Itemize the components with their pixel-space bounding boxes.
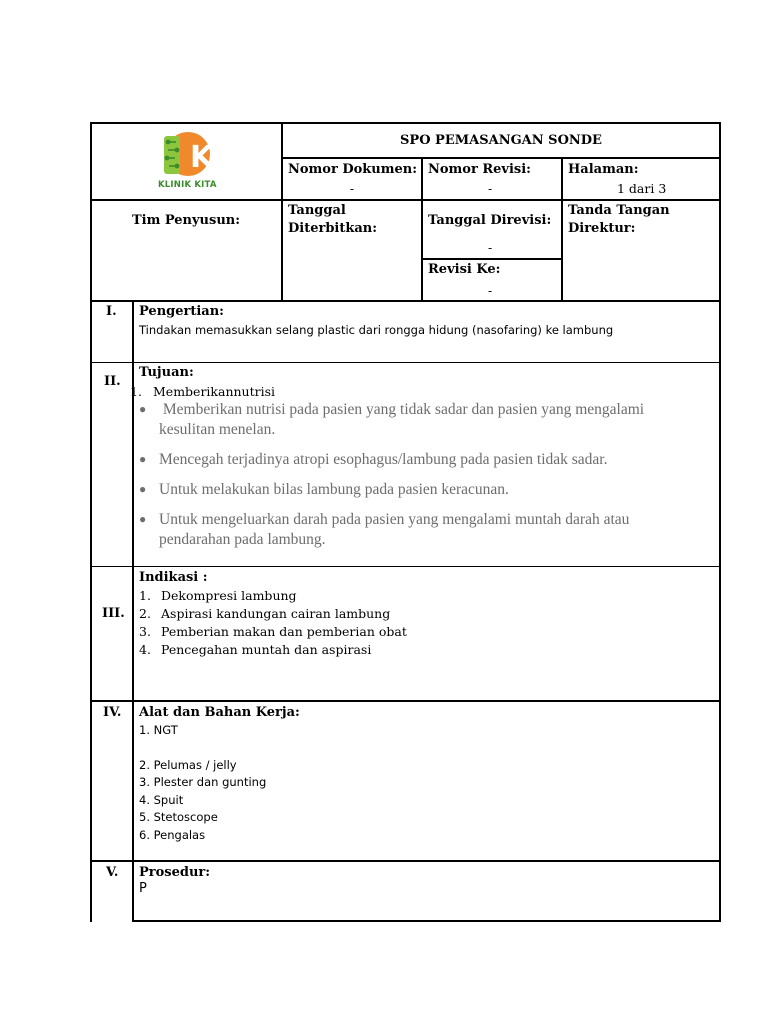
alat-item: 4. Spuit [139, 793, 184, 807]
indikasi-item: Dekompresi lambung [161, 588, 297, 603]
indikasi-number: 1. [139, 588, 151, 603]
section-5-title: Prosedur: [139, 865, 211, 880]
header-col-divider-1 [281, 122, 283, 301]
indikasi-item: Pemberian makan dan pemberian obat [161, 624, 407, 639]
halaman-value: 1 dari 3 [617, 181, 667, 196]
section-2-title: Tujuan: [139, 365, 194, 380]
indikasi-item: Aspirasi kandungan cairan lambung [161, 606, 391, 621]
revisi-divider [421, 258, 562, 260]
tujuan-bullet-4-line-2: pendarahan pada lambung. [159, 531, 326, 548]
nomor-dokumen-value: - [349, 181, 355, 196]
table-border-left [90, 122, 92, 922]
section-divider-3 [90, 700, 721, 702]
tujuan-bullet-1-line-2: kesulitan menelan. [159, 421, 276, 438]
alat-item: 5. Stetoscope [139, 810, 218, 824]
svg-text:K: K [190, 140, 214, 175]
document-title: SPO PEMASANGAN SONDE [400, 133, 602, 148]
section-divider-2 [90, 566, 721, 567]
section-2-number: II. [104, 374, 121, 389]
section-2-sub-number: 1. [130, 384, 142, 399]
tanda-tangan-label-2: Direktur: [568, 221, 636, 236]
section-1-text: Tindakan memasukkan selang plastic dari rongga hidung (nasofaring) ke lambung [139, 323, 614, 337]
halaman-label: Halaman: [568, 162, 639, 177]
section-1-number: I. [106, 304, 117, 319]
section-5-text: P [139, 881, 147, 896]
tujuan-bullet-4-line-1: Untuk mengeluarkan darah pada pasien yang mengalami muntah darah atau [159, 511, 630, 528]
bullet-dot: ● [139, 402, 147, 416]
alat-item: 6. Pengalas [139, 828, 206, 842]
table-border-bottom [132, 920, 721, 922]
header-col-divider-2 [421, 157, 423, 301]
tanda-tangan-label-1: Tanda Tangan [568, 203, 670, 218]
header-col-divider-3 [561, 157, 563, 301]
indikasi-number: 3. [139, 624, 151, 639]
title-bottom-line [281, 157, 720, 159]
tanggal-diterbitkan-label-1: Tanggal [288, 203, 346, 218]
bullet-dot: ● [139, 452, 147, 466]
table-border-top [90, 122, 721, 124]
nomor-dokumen-label: Nomor Dokumen: [288, 162, 418, 177]
alat-item: 3. Plester dan gunting [139, 775, 267, 789]
bullet-dot: ● [139, 482, 147, 496]
section-1-title: Pengertian: [139, 304, 224, 319]
section-3-title: Indikasi : [139, 570, 208, 585]
tanggal-direvisi-label: Tanggal Direvisi: [428, 213, 552, 228]
nomor-revisi-value: - [488, 181, 493, 196]
section-2-sub-title: Memberikannutrisi [153, 384, 276, 399]
tujuan-bullet-3: Untuk melakukan bilas lambung pada pasien keracunan. [159, 481, 509, 498]
alat-item: 2. Pelumas / jelly [139, 758, 237, 772]
section-divider-1 [90, 362, 721, 363]
indikasi-number: 4. [139, 642, 151, 657]
header-bottom-line [90, 300, 721, 302]
bullet-dot: ● [139, 512, 147, 526]
indikasi-number: 2. [139, 606, 151, 621]
section-4-title: Alat dan Bahan Kerja: [139, 705, 300, 720]
indikasi-item: Pencegahan muntah dan aspirasi [161, 642, 372, 657]
section-divider-4 [90, 860, 721, 862]
header-row-divider [90, 199, 721, 201]
section-5-number: V. [106, 865, 119, 880]
section-4-number: IV. [103, 705, 122, 720]
revisi-ke-label: Revisi Ke: [428, 262, 501, 277]
tujuan-bullet-2: Mencegah terjadinya atropi esophagus/lambung pada pasien tidak sadar. [159, 451, 608, 468]
revisi-ke-value: - [488, 283, 493, 298]
section-3-number: III. [102, 606, 125, 621]
tanggal-direvisi-value: - [488, 240, 493, 255]
table-border-right [719, 122, 721, 922]
alat-item: 1. NGT [139, 723, 178, 737]
tim-penyusun-label: Tim Penyusun: [131, 213, 241, 228]
logo-text: KLINIK KITA [158, 180, 217, 190]
tujuan-bullet-1-line-1: Memberikan nutrisi pada pasien yang tidak sadar dan pasien yang mengalami [159, 401, 645, 418]
nomor-revisi-label: Nomor Revisi: [428, 162, 531, 177]
tanggal-diterbitkan-label-2: Diterbitkan: [288, 221, 378, 236]
